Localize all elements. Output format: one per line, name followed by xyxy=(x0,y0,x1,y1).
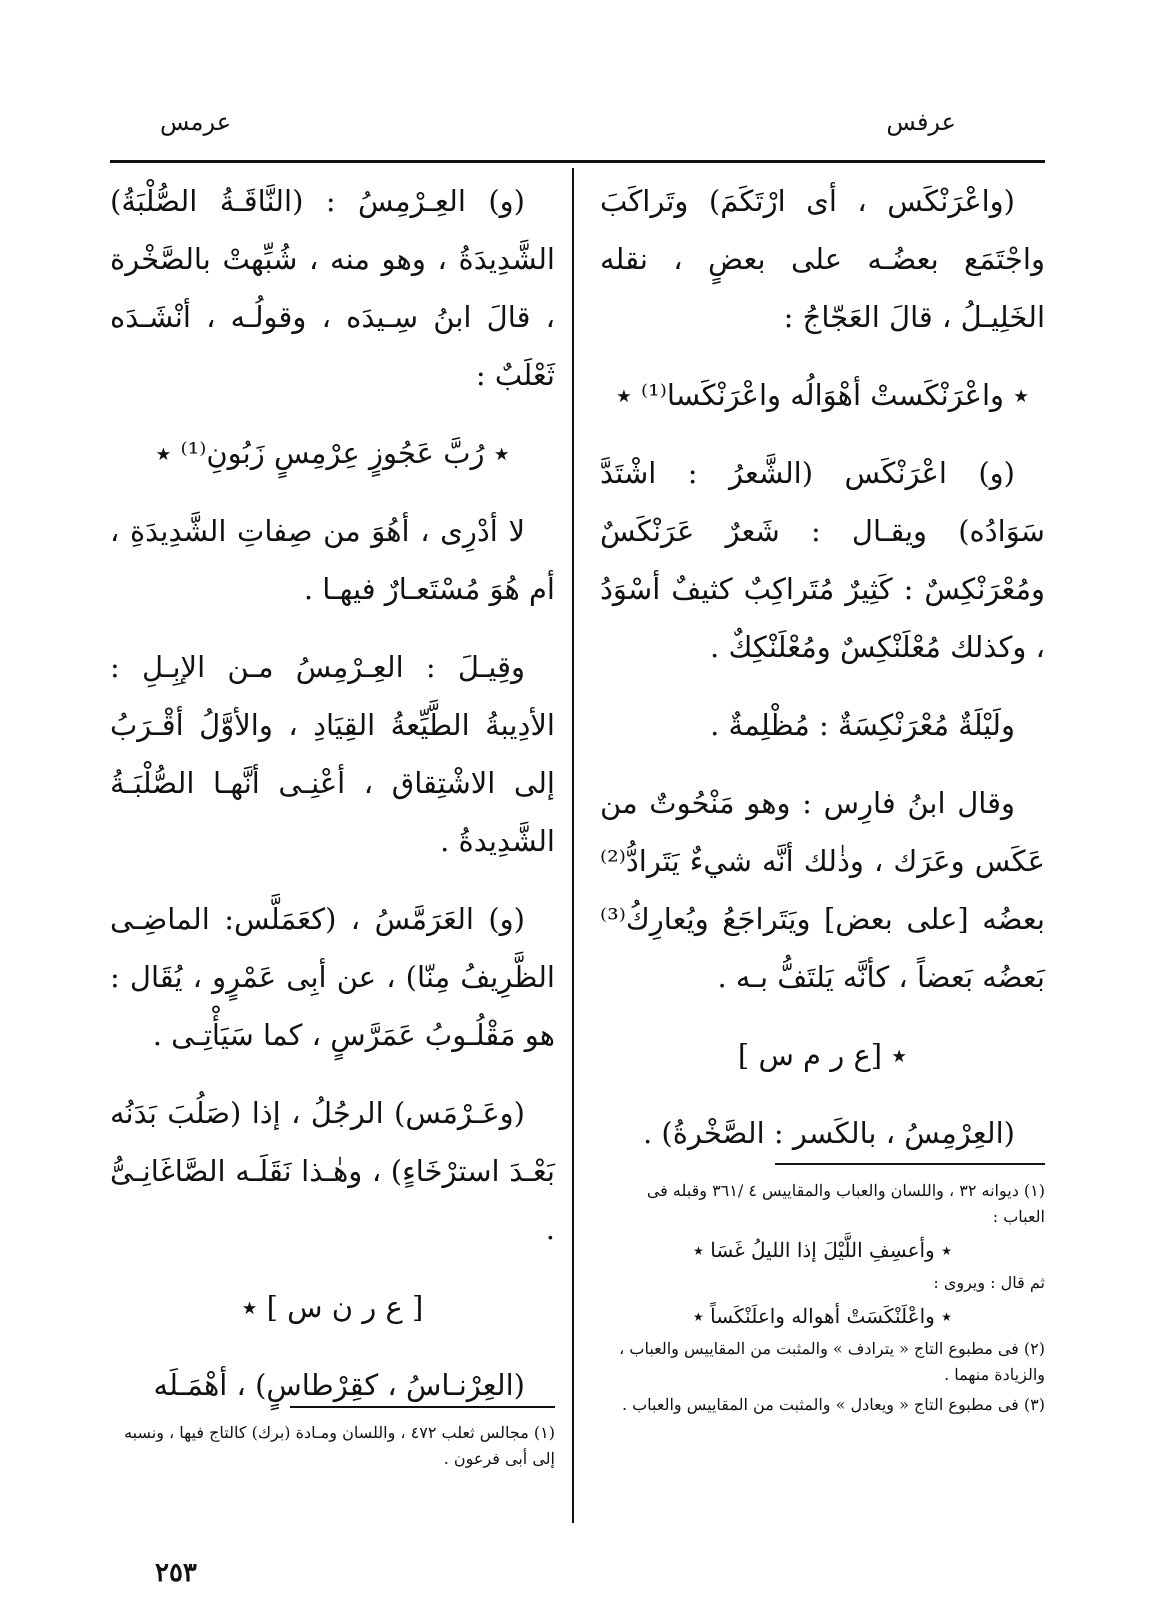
entry-paragraph: لا أدْرِى ، أهُوَ من صِفاتِ الشَّدِيدَةِ ، أم هُوَ مُسْتَعـارٌ فيهـا . xyxy=(110,514,555,606)
entry-paragraph: (و) العَرَمَّسُ ، (كعَمَلَّس: الماضِـى الظَّرِيفُ مِنّا) ، عن أبِى عَمْرٍو ، يُقَال : هو مَقْلُـوبُ عَمَرَّسٍ ، كما سَيَأْتِـى . xyxy=(110,902,555,1052)
footnote-verse: ٭ وأعسِفِ اللَّيْلَ إذا الليلُ غَسَا ٭ xyxy=(693,1238,952,1262)
entry-paragraph: (و) العِـرْمِسُ : (النَّاقَـةُ الصُّلْبَةُ) الشَّدِيدَةُ ، وهو منه ، شُبِّهتْ بالصَّخْرة ، قالَ ابنُ سِـيدَه ، وقولُـه ، أنْشَـدَه ثَعْلَبٌ : xyxy=(110,184,555,392)
footnote: ثم قال : ويروى : xyxy=(933,1273,1045,1292)
entry-paragraph: (العِرْنـاسُ ، كقِرْطاسٍ) ، أهْمَـلَه xyxy=(153,1368,525,1402)
footnote: (٣) فى مطبوع التاج « ويعادل » والمثبت من المقاييس والعباب . xyxy=(621,1395,1045,1414)
entry-paragraph: (العِرْمِسُ ، بالكَسر : الصَّخْرةُ) . xyxy=(642,1116,1015,1150)
footnote: (١) مجالس ثعلب ٤٧٢ ، واللسان ومـادة (برك) كالتاج فيها ، ونسبه إلى أبى فرعون . xyxy=(124,1423,555,1468)
header-rule xyxy=(110,160,1045,163)
footnote: (٢) فى مطبوع التاج « يترادف » والمثبت من المقاييس والعباب ، والزيادة منهما . xyxy=(619,1339,1045,1384)
footnote-rule-left xyxy=(290,1406,555,1408)
footnote-rule-right xyxy=(775,1163,1045,1165)
root-heading: [ ع ر ن س ] ٭ xyxy=(241,1290,424,1324)
left-column xyxy=(110,172,555,1434)
verse-line: ٭ واعْرَنْكَستْ أهْوَالُه واعْرَنْكَسا⁽¹⁾ ٭ xyxy=(615,378,1030,412)
verse-line: ٭ رُبَّ عَجُوزٍ عِرْمِسٍ زَبُونِ⁽¹⁾ ٭ xyxy=(155,436,510,470)
page-number: ٢٥٣ xyxy=(155,1558,197,1588)
column-divider xyxy=(572,168,574,1523)
entry-paragraph: وقِيـلَ : العِـرْمِسُ مـن الإبِـلِ : الأدِيبةُ الطَّيِّعةُ القِيَادِ ، والأوَّلُ أقْـرَبُ إلى الاشْتِقاق ، أعْنِـى أنَّهـا الصُّلْبَـةُ الشَّدِيدةُ . xyxy=(110,650,555,858)
footnotes-left xyxy=(110,1420,555,1476)
footnote: (١) ديوانه ٣٢ ، واللسان والعباب والمقاييس ٤ /٣٦١ وقبله فى العباب : xyxy=(646,1181,1045,1226)
entry-paragraph: (وعَـرْمَس) الرجُلُ ، إذا (صَلُبَ بَدَنُه بَعْـدَ استرْخَاءٍ) ، وهٰـذا نَقَلَـه الصَّاغَانِـىُّ . xyxy=(110,1096,555,1246)
root-heading: ٭ [ع ر م س ] xyxy=(737,1038,908,1072)
entry-paragraph: وقال ابنُ فارِس : وهو مَنْحُوتٌ من عَكَس وعَرَك ، وذٰلك أنَّه شيءٌ يَتَرادُّ⁽²⁾ بعضُه [على بعض] ويَتَراجَعُ ويُعارِكُ⁽³⁾ بَعضُه بَعضاً ، كأنَّه يَلتَفُّ بـه . xyxy=(600,786,1045,994)
entry-paragraph: ولَيْلَةٌ مُعْرَنْكِسَةٌ : مُظْلِمةٌ . xyxy=(710,708,1015,742)
right-column xyxy=(600,172,1045,1182)
entry-paragraph: (و) اعْرَنْكَس (الشَّعرُ : اشْتَدَّ سَوَادُه) ويقـال : شَعرٌ عَرَنْكَسٌ ومُعْرَنْكِسٌ : كَثِيرٌ مُتَراكِبٌ كثيفٌ أسْوَدُ ، وكذلك مُعْلَنْكِسٌ ومُعْلَنْكِكٌ . xyxy=(600,456,1045,664)
entry-paragraph: (واعْرَنْكَس ، أى ارْتَكَمَ) وتَراكَبَ واجْتَمَع بعضُـه على بعضٍ ، نقله الخَلِيـلُ ، قالَ العَجّاجُ : xyxy=(600,184,1045,334)
footnote-verse: ٭ واعْلَنْكَسَتْ أهواله واعلَنْكَساً ٭ xyxy=(692,1304,953,1328)
running-header-right: عرفس xyxy=(886,108,956,136)
running-header-left: عرمس xyxy=(160,108,232,136)
footnotes-right xyxy=(600,1178,1045,1422)
